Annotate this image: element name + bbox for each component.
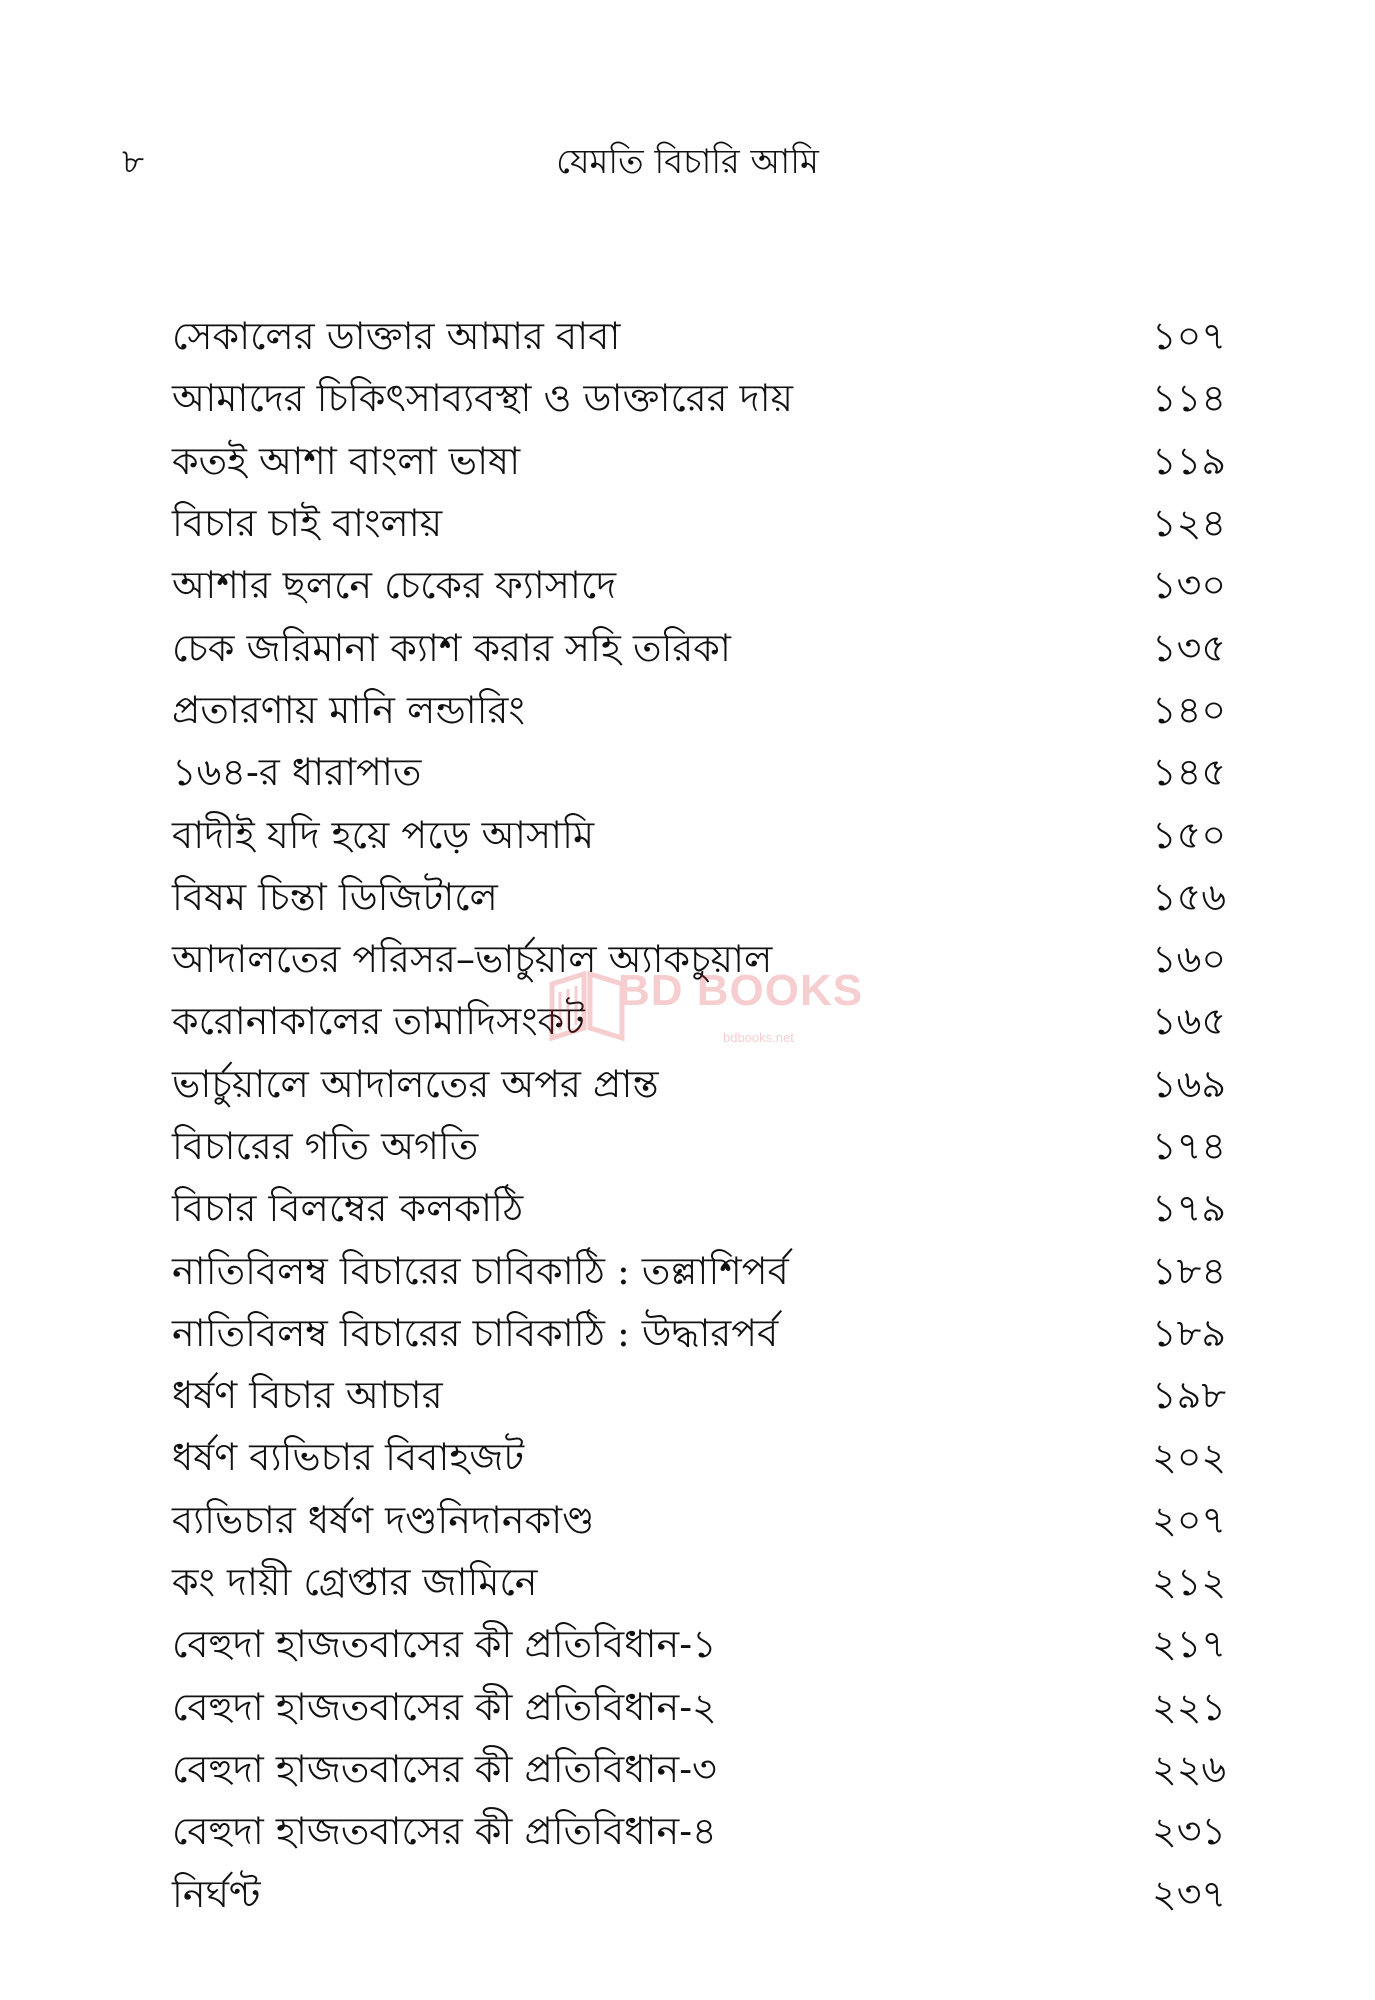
toc-entry bbox=[172, 741, 1242, 803]
toc-entry-title: ১৬৪-র ধারাপাত bbox=[172, 750, 422, 795]
toc-entry bbox=[172, 616, 1242, 678]
toc-entry bbox=[172, 990, 1242, 1052]
toc-entry-title: ব্যভিচার ধর্ষণ দণ্ডনিদানকাণ্ড bbox=[172, 1497, 595, 1542]
toc-entry-page-number: ১৫০ bbox=[1152, 812, 1227, 857]
toc-entry-page-number: ১৩০ bbox=[1152, 563, 1227, 608]
toc-entry bbox=[172, 492, 1242, 554]
toc-entry bbox=[172, 1364, 1242, 1426]
running-head-book-title: যেমতি বিচারি আমি bbox=[556, 142, 819, 182]
toc-entry-page-number: ১২৪ bbox=[1152, 501, 1227, 546]
toc-entry-page-number: ১০৭ bbox=[1152, 314, 1227, 359]
toc-entry-page-number: ১৭৪ bbox=[1152, 1124, 1227, 1168]
watermark-url: bdbooks.net bbox=[723, 1030, 794, 1045]
toc-entry-page-number: ১১৯ bbox=[1152, 438, 1226, 483]
toc-entry bbox=[172, 1551, 1242, 1613]
toc-entry bbox=[172, 803, 1242, 865]
toc-entry-page-number: ২০২ bbox=[1152, 1435, 1227, 1480]
toc-entry-title: ধর্ষণ ব্যভিচার বিবাহজট bbox=[172, 1435, 525, 1480]
toc-entry-title: নাতিবিলম্ব বিচারের চাবিকাঠি : তল্লাশিপর্ব bbox=[172, 1248, 789, 1293]
toc-entry bbox=[172, 554, 1242, 616]
toc-entry-page-number: ২০৭ bbox=[1152, 1497, 1227, 1542]
toc-entry-page-number: ২২৬ bbox=[1152, 1746, 1227, 1791]
toc-entry-title: নাতিবিলম্ব বিচারের চাবিকাঠি : উদ্ধারপর্ব bbox=[172, 1310, 779, 1355]
toc-entry-title: কং দায়ী গ্রেপ্তার জামিনে bbox=[172, 1560, 538, 1605]
toc-entry-title: বিচারের গতি অগতি bbox=[172, 1124, 479, 1168]
toc-entry bbox=[172, 305, 1242, 367]
toc-entry-title: বিচার বিলম্বের কলকাঠি bbox=[172, 1186, 524, 1231]
toc-entry bbox=[172, 928, 1242, 990]
toc-entry bbox=[172, 367, 1242, 429]
toc-entry bbox=[172, 1239, 1242, 1301]
toc-entry-page-number: ২২১ bbox=[1152, 1684, 1227, 1729]
toc-entry-page-number: ১৪৫ bbox=[1152, 750, 1226, 795]
toc-entry-title: বিচার চাই বাংলায় bbox=[172, 501, 443, 546]
toc-entry-title: চেক জরিমানা ক্যাশ করার সহি তরিকা bbox=[172, 625, 731, 670]
toc-entry bbox=[172, 1489, 1242, 1551]
table-of-contents bbox=[172, 305, 1242, 1925]
page-number: ৮ bbox=[122, 142, 145, 182]
toc-entry bbox=[172, 430, 1242, 492]
toc-entry-page-number: ১৫৬ bbox=[1152, 874, 1227, 919]
toc-entry-title: ভার্চুয়ালে আদালতের অপর প্রান্ত bbox=[172, 1061, 659, 1106]
toc-entry-page-number: ১৬০ bbox=[1152, 937, 1227, 982]
toc-entry-title: প্রতারণায় মানি লন্ডারিং bbox=[172, 687, 525, 732]
toc-entry bbox=[172, 1800, 1242, 1862]
toc-entry bbox=[172, 1053, 1242, 1115]
toc-entry bbox=[172, 1177, 1242, 1239]
toc-entry-page-number: ১১৪ bbox=[1152, 376, 1226, 421]
toc-entry bbox=[172, 1738, 1242, 1800]
toc-entry-title: আমাদের চিকিৎসাব্যবস্থা ও ডাক্তারের দায় bbox=[172, 376, 793, 421]
toc-entry-title: বাদীই যদি হয়ে পড়ে আসামি bbox=[172, 812, 595, 857]
toc-entry bbox=[172, 1115, 1242, 1177]
toc-entry-page-number: ১৪০ bbox=[1152, 687, 1227, 732]
toc-entry bbox=[172, 679, 1242, 741]
toc-entry-page-number: ২৩৭ bbox=[1152, 1871, 1227, 1916]
toc-entry-title: করোনাকালের তামাদিসংকট bbox=[172, 999, 585, 1044]
toc-entry-title: ধর্ষণ বিচার আচার bbox=[172, 1373, 443, 1418]
toc-entry-page-number: ১৯৮ bbox=[1152, 1373, 1226, 1418]
toc-entry-title: সেকালের ডাক্তার আমার বাবা bbox=[172, 314, 621, 359]
toc-entry-page-number: ১৬৫ bbox=[1152, 999, 1227, 1044]
toc-entry-page-number: ১৮৪ bbox=[1152, 1248, 1226, 1293]
toc-entry-page-number: ২৩১ bbox=[1152, 1809, 1227, 1854]
toc-entry-page-number: ১৩৫ bbox=[1152, 625, 1227, 670]
toc-entry-title: আদালতের পরিসর–ভার্চুয়াল অ্যাকচুয়াল bbox=[172, 937, 773, 982]
toc-entry-title: নির্ঘণ্ট bbox=[172, 1871, 261, 1916]
toc-entry-title: বিষম চিন্তা ডিজিটালে bbox=[172, 874, 498, 919]
toc-entry-page-number: ১৬৯ bbox=[1152, 1061, 1227, 1106]
toc-entry-title: বেহুদা হাজতবাসের কী প্রতিবিধান-১ bbox=[172, 1622, 717, 1667]
toc-entry-page-number: ২১৭ bbox=[1152, 1622, 1227, 1667]
toc-entry-title: বেহুদা হাজতবাসের কী প্রতিবিধান-৩ bbox=[172, 1746, 717, 1791]
toc-entry bbox=[172, 1676, 1242, 1738]
toc-entry-title: বেহুদা হাজতবাসের কী প্রতিবিধান-২ bbox=[172, 1684, 717, 1729]
toc-entry bbox=[172, 1426, 1242, 1488]
toc-entry bbox=[172, 866, 1242, 928]
toc-entry-page-number: ১৮৯ bbox=[1152, 1310, 1226, 1355]
toc-entry-page-number: ২১২ bbox=[1152, 1560, 1227, 1605]
watermark-brand: BD BOOKS bbox=[618, 966, 864, 1015]
toc-entry-title: বেহুদা হাজতবাসের কী প্রতিবিধান-৪ bbox=[172, 1809, 717, 1854]
toc-entry-title: কতই আশা বাংলা ভাষা bbox=[172, 438, 521, 483]
toc-entry bbox=[172, 1302, 1242, 1364]
toc-entry bbox=[172, 1613, 1242, 1675]
toc-entry-title: আশার ছলনে চেকের ফ্যাসাদে bbox=[172, 563, 617, 608]
toc-entry-page-number: ১৭৯ bbox=[1152, 1186, 1227, 1231]
toc-entry bbox=[172, 1862, 1242, 1924]
